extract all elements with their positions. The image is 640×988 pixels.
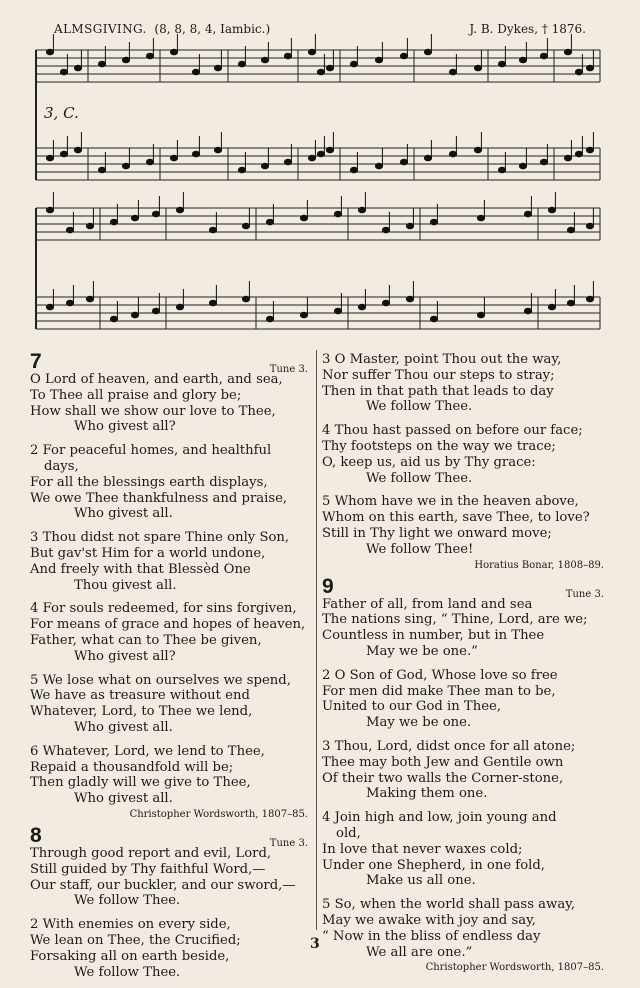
right-column	[322, 352, 604, 979]
verse-line: 4 Join high and low, join young and	[322, 810, 557, 826]
note-head	[498, 167, 505, 173]
verse-line: Nor suffer Thou our steps to stray;	[322, 367, 555, 383]
refrain-line: Make us all one.	[366, 873, 476, 889]
note-head	[334, 308, 341, 314]
note-head	[131, 215, 138, 221]
stanza	[30, 673, 308, 736]
hymn-heading	[322, 574, 604, 600]
verse-line: 2 With enemies on every side,	[30, 917, 231, 933]
note-head	[60, 69, 67, 75]
note-head	[86, 223, 93, 229]
note-head	[110, 219, 117, 225]
verse-line: 3 Thou, Lord, didst once for all atone;	[322, 738, 576, 754]
note-head	[284, 159, 291, 165]
note-head	[170, 49, 177, 55]
note-head	[266, 316, 273, 322]
note-head	[131, 312, 138, 318]
note-head	[110, 316, 117, 322]
note-head	[400, 53, 407, 59]
left-column	[30, 352, 308, 988]
note-head	[519, 163, 526, 169]
refrain-line: Thou givest all.	[74, 577, 177, 593]
note-head	[238, 61, 245, 67]
note-head	[66, 227, 73, 233]
note-head	[192, 151, 199, 157]
hymn-heading	[30, 350, 308, 375]
note-head	[586, 296, 593, 302]
verse-line: Then in that path that leads to day	[322, 383, 554, 399]
refrain-line: Who givest all?	[74, 648, 176, 664]
note-head	[300, 215, 307, 221]
note-head	[406, 223, 413, 229]
note-head	[498, 61, 505, 67]
note-head	[300, 312, 307, 318]
refrain-line: We follow Thee.	[74, 893, 181, 909]
verse-line: Father, what can to Thee be given,	[30, 632, 262, 648]
note-head	[424, 155, 431, 161]
note-head	[122, 163, 129, 169]
note-head	[238, 167, 245, 173]
verse-line: 5 Whom have we in the heaven above,	[322, 494, 579, 510]
note-head	[382, 300, 389, 306]
note-head	[242, 296, 249, 302]
verse-line: Whatever, Lord, to Thee we lend,	[30, 704, 253, 720]
note-head	[406, 296, 413, 302]
refrain-line: Who givest all.	[74, 506, 173, 522]
stanza	[30, 530, 308, 593]
verse-line: “ Now in the bliss of endless day	[322, 928, 541, 944]
hymn-number: 7	[30, 350, 42, 373]
verse-line: Through good report and evil, Lord,	[30, 845, 272, 861]
note-head	[60, 151, 67, 157]
note-head	[98, 61, 105, 67]
note-head	[449, 151, 456, 157]
note-head	[519, 57, 526, 63]
verse-line: Our staff, our buckler, and our sword,—	[30, 877, 296, 893]
verse-line: Countless in number, but in Thee	[322, 628, 545, 644]
note-head	[214, 147, 221, 153]
verse-line: Forsaking all on earth beside,	[30, 948, 230, 964]
note-head	[548, 207, 555, 213]
hymn	[30, 823, 308, 980]
verse-line: Then gladly will we give to Thee,	[30, 775, 251, 791]
hymn-author: Christopher Wordsworth, 1807–85.	[129, 808, 308, 820]
refrain-line: We all are one.”	[366, 944, 473, 960]
refrain-line: We follow Thee.	[366, 470, 473, 486]
verse-line: How shall we show our love to Thee,	[30, 403, 276, 419]
note-head	[564, 49, 571, 55]
note-head	[152, 308, 159, 314]
stanza	[30, 917, 308, 980]
verse-line: 5 We lose what on ourselves we spend,	[30, 672, 291, 688]
verse-line: We owe Thee thankfulness and praise,	[30, 490, 288, 506]
note-head	[146, 159, 153, 165]
note-head	[242, 223, 249, 229]
verse-line: 3 Thou didst not spare Thine only Son,	[30, 530, 290, 546]
column-divider	[316, 350, 317, 930]
verse-line: O Lord of heaven, and earth, and sea,	[30, 372, 283, 387]
note-head	[586, 147, 593, 153]
note-head	[284, 53, 291, 59]
refrain-line: Who givest all?	[74, 419, 176, 435]
note-head	[176, 304, 183, 310]
verse-line: But gav'st Him for a world undone,	[30, 545, 266, 561]
verse-line: The nations sing, “ Thine, Lord, are we;	[322, 612, 588, 628]
stanza	[322, 739, 604, 802]
verse-line: 4 Thou hast passed on before our face;	[322, 423, 583, 439]
note-head	[430, 316, 437, 322]
verse-line: days,	[44, 458, 79, 474]
note-head	[176, 207, 183, 213]
verse-line: 3 O Master, point Thou out the way,	[322, 352, 562, 367]
tune-reference: Tune 3.	[269, 364, 308, 375]
note-head	[586, 65, 593, 71]
note-head	[400, 159, 407, 165]
note-head	[474, 65, 481, 71]
note-head	[46, 49, 53, 55]
note-head	[567, 300, 574, 306]
note-head	[170, 155, 177, 161]
hymn-author: Christopher Wordsworth, 1807–85.	[425, 962, 604, 974]
stanza	[322, 810, 604, 889]
hymn	[322, 574, 604, 974]
note-head	[214, 65, 221, 71]
note-head	[540, 53, 547, 59]
note-head	[382, 227, 389, 233]
hymn	[30, 352, 308, 820]
note-head	[586, 223, 593, 229]
verse-line: Whom on this earth, save Thee, to love?	[322, 510, 590, 526]
verse-line: Thee may both Jew and Gentile own	[322, 754, 564, 770]
note-head	[209, 300, 216, 306]
refrain-line: Making them one.	[366, 786, 488, 802]
note-head	[358, 304, 365, 310]
tune-name: ALMSGIVING.	[54, 22, 147, 36]
verse-line: For all the blessings earth displays,	[30, 474, 268, 490]
note-head	[430, 219, 437, 225]
tune-reference: Tune 3.	[565, 588, 604, 600]
refrain-line: May we be one.	[366, 715, 472, 731]
verse-line: Still guided by Thy faithful Word,—	[30, 861, 266, 877]
note-head	[524, 308, 531, 314]
note-head	[334, 211, 341, 217]
verse-line: And freely with that Blessèd One	[30, 561, 251, 577]
verse-line: 6 Whatever, Lord, we lend to Thee,	[30, 743, 265, 759]
stanza	[30, 601, 308, 664]
verse-line: 2 For peaceful homes, and healthful	[30, 443, 272, 459]
note-head	[474, 147, 481, 153]
verse-line: To Thee all praise and glory be;	[30, 387, 242, 403]
verse-line: United to our God in Thee,	[322, 699, 502, 715]
verse-line: We have as treasure without end	[30, 688, 250, 704]
stanza	[30, 744, 308, 807]
music-score	[0, 0, 640, 350]
verse-line: Under one Shepherd, in one fold,	[322, 857, 545, 873]
meter: (8, 8, 8, 4, Iambic.)	[154, 22, 271, 36]
verse-line: old,	[336, 825, 361, 841]
hymn-number: 9	[322, 574, 334, 598]
hymn-author: Horatius Bonar, 1808–89.	[474, 559, 604, 571]
verse-line: Of their two walls the Corner-stone,	[322, 770, 564, 786]
note-head	[477, 215, 484, 221]
verse-line: 4 For souls redeemed, for sins forgiven,	[30, 601, 297, 617]
note-head	[548, 304, 555, 310]
refrain-line: Who givest all.	[74, 791, 173, 807]
verse-line: Father of all, from land and sea	[322, 596, 533, 612]
note-head	[98, 167, 105, 173]
note-head	[567, 227, 574, 233]
hymn-number: 8	[30, 823, 42, 847]
note-head	[350, 167, 357, 173]
stanza	[30, 372, 308, 435]
note-head	[575, 69, 582, 75]
refrain-line: We follow Thee.	[74, 964, 181, 980]
stanza	[30, 846, 308, 909]
verse-line: Still in Thy light we onward move;	[322, 525, 552, 541]
verse-line: For means of grace and hopes of heaven,	[30, 617, 306, 633]
note-head	[477, 312, 484, 318]
note-head	[575, 151, 582, 157]
stanza	[322, 494, 604, 557]
verse-line: Thy footsteps on the way we trace;	[322, 438, 556, 454]
page-number: 3	[310, 936, 320, 952]
note-head	[122, 57, 129, 63]
note-head	[326, 147, 333, 153]
hymn-heading	[30, 823, 308, 849]
stanza	[30, 443, 308, 522]
note-head	[308, 49, 315, 55]
stanza	[322, 352, 604, 415]
note-head	[424, 49, 431, 55]
stanza	[322, 597, 604, 660]
note-head	[326, 65, 333, 71]
note-head	[74, 65, 81, 71]
verse-line: For men did make Thee man to be,	[322, 683, 556, 699]
note-head	[564, 155, 571, 161]
verse-line: We lean on Thee, the Crucified;	[30, 932, 241, 948]
stanza	[322, 423, 604, 486]
note-head	[86, 296, 93, 302]
stanza	[322, 897, 604, 960]
composer: J. B. Dykes, † 1876.	[469, 22, 586, 36]
note-head	[152, 211, 159, 217]
note-head	[449, 69, 456, 75]
note-head	[74, 147, 81, 153]
verse-line: In love that never waxes cold;	[322, 841, 523, 857]
tune-reference: Tune 3.	[269, 837, 308, 849]
verse-line: 2 O Son of God, Whose love so free	[322, 667, 558, 683]
note-head	[146, 53, 153, 59]
hymn	[322, 352, 604, 571]
refrain-line: May we be one.”	[366, 643, 478, 659]
note-head	[375, 163, 382, 169]
note-head	[266, 219, 273, 225]
note-head	[209, 227, 216, 233]
verse-line: Repaid a thousandfold will be;	[30, 759, 234, 775]
note-head	[46, 304, 53, 310]
note-head	[66, 300, 73, 306]
refrain-line: Who givest all.	[74, 719, 173, 735]
note-head	[46, 155, 53, 161]
note-head	[261, 57, 268, 63]
note-head	[350, 61, 357, 67]
note-head	[192, 69, 199, 75]
note-head	[375, 57, 382, 63]
note-head	[317, 151, 324, 157]
stanza	[322, 668, 604, 731]
verse-line: May we awake with joy and say,	[322, 912, 536, 928]
verse-line: 5 So, when the world shall pass away,	[322, 897, 576, 913]
refrain-line: We follow Thee!	[366, 541, 474, 557]
note-head	[261, 163, 268, 169]
refrain-line: We follow Thee.	[366, 399, 473, 415]
note-head	[524, 211, 531, 217]
tempo-mark: 3, C.	[44, 104, 79, 122]
note-head	[540, 159, 547, 165]
note-head	[46, 207, 53, 213]
note-head	[308, 155, 315, 161]
note-head	[358, 207, 365, 213]
note-head	[317, 69, 324, 75]
verse-line: O, keep us, aid us by Thy grace:	[322, 454, 536, 470]
